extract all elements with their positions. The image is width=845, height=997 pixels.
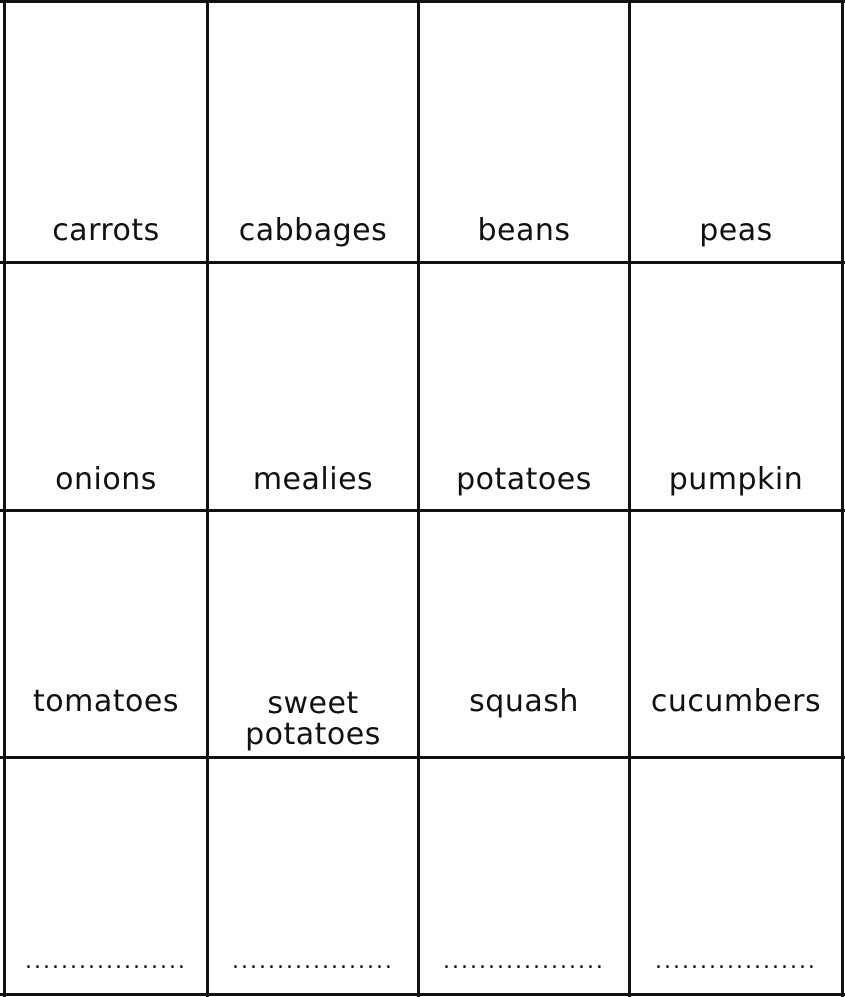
word-card bbox=[631, 0, 841, 246]
word-card bbox=[6, 512, 206, 717]
word-label: onions bbox=[55, 462, 157, 497]
word-label: cabbages bbox=[238, 213, 388, 248]
write-in-line: .................. bbox=[655, 949, 817, 974]
word-label: pumpkin bbox=[668, 462, 804, 497]
word-card bbox=[209, 512, 417, 750]
word-label: squash bbox=[469, 684, 579, 719]
write-in-line: .................. bbox=[232, 949, 394, 974]
write-in-line: .................. bbox=[25, 949, 187, 974]
word-card bbox=[209, 264, 417, 495]
word-card bbox=[6, 264, 206, 495]
word-label: sweet potatoes bbox=[245, 686, 381, 752]
blank-card bbox=[631, 759, 841, 974]
word-label: carrots bbox=[52, 213, 160, 248]
word-label: potatoes bbox=[456, 462, 592, 497]
word-card bbox=[420, 264, 628, 495]
word-label: cucumbers bbox=[650, 684, 822, 719]
blank-card bbox=[420, 759, 628, 974]
word-label: beans bbox=[477, 213, 571, 248]
word-card bbox=[631, 512, 841, 717]
word-card bbox=[631, 264, 841, 495]
write-in-line: .................. bbox=[443, 949, 605, 974]
blank-card bbox=[6, 759, 206, 974]
grid-line bbox=[841, 0, 844, 997]
word-card bbox=[6, 0, 206, 246]
blank-card bbox=[209, 759, 417, 974]
grid-line bbox=[0, 993, 845, 996]
word-label: mealies bbox=[252, 462, 374, 497]
word-card bbox=[209, 0, 417, 246]
word-label: peas bbox=[699, 213, 773, 248]
word-label: tomatoes bbox=[33, 684, 179, 719]
word-card bbox=[420, 512, 628, 717]
word-card bbox=[420, 0, 628, 246]
